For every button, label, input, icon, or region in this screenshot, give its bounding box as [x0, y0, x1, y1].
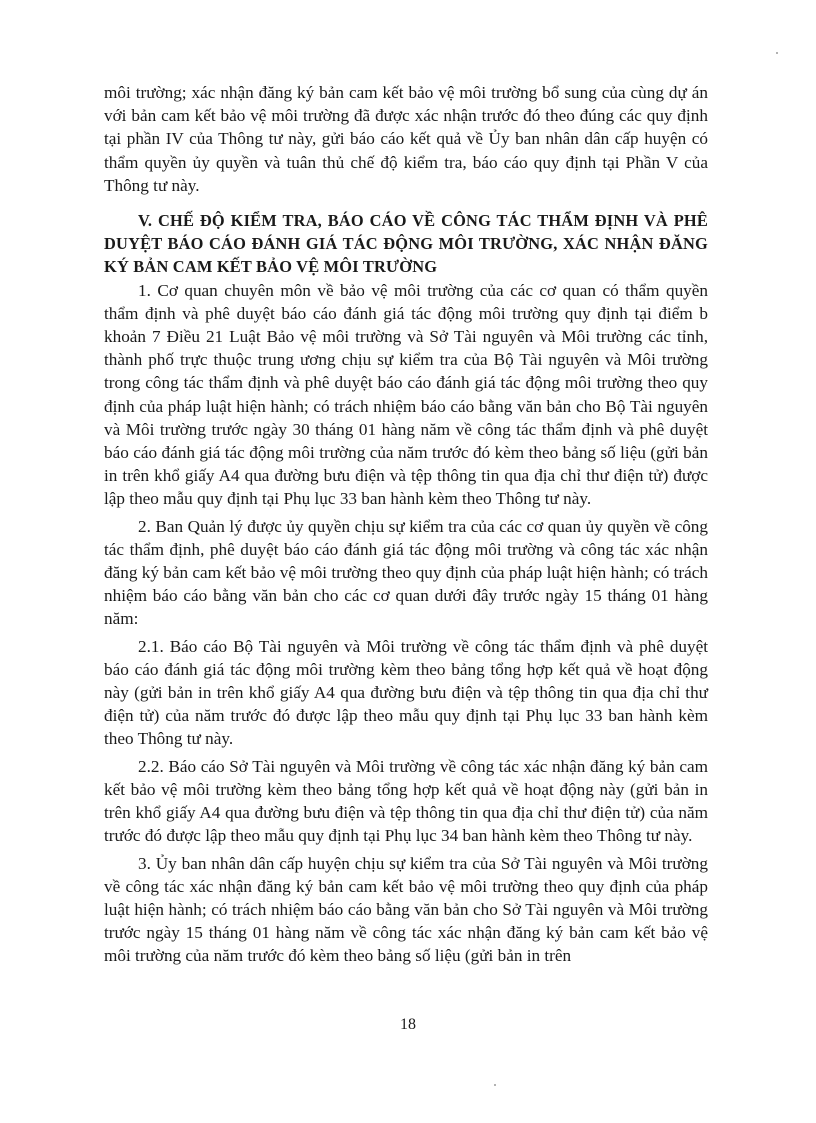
- scan-speck: [494, 1084, 496, 1086]
- paragraph-3: 3. Ủy ban nhân dân cấp huyện chịu sự kiểm tra của Sở Tài nguyên và Môi trường về công tác xác nhận đăng ký bản cam kết bảo vệ môi trường theo quy định của pháp luật hiện hành; có trách nhiệm báo cáo bằng văn bản cho Sở Tài nguyên và Môi trường trước ngày 15 tháng 01 hàng năm về công tác xác nhận đăng ký bản cam kết bảo vệ môi trường của năm trước đó kèm theo bảng số liệu (gửi bản in trên: [104, 853, 708, 966]
- document-body: [104, 81, 708, 968]
- paragraph-2: 2. Ban Quản lý được ủy quyền chịu sự kiểm tra của các cơ quan ủy quyền về công tác thẩm định, phê duyệt báo cáo đánh giá tác động môi trường và công tác xác nhận đăng ký bản cam kết bảo vệ môi trường theo quy định của pháp luật hiện hành; có trách nhiệm báo cáo bằng văn bản cho các cơ quan dưới đây trước ngày 15 tháng 01 hàng năm:: [104, 516, 708, 629]
- paragraph-2-1: 2.1. Báo cáo Bộ Tài nguyên và Môi trường về công tác thẩm định và phê duyệt báo cáo đánh giá tác động môi trường kèm theo bảng tổng hợp kết quả về hoạt động này (gửi bản in trên khổ giấy A4 qua đường bưu điện và tệp thông tin qua địa chỉ thư điện tử) của năm trước đó được lập theo mẫu quy định tại Phụ lục 33 ban hành kèm theo Thông tư này.: [104, 636, 708, 749]
- page-number: 18: [400, 1016, 416, 1033]
- paragraph-1: 1. Cơ quan chuyên môn về bảo vệ môi trường của các cơ quan có thẩm quyền thẩm định và phê duyệt báo cáo đánh giá tác động môi trường quy định tại điểm b khoản 7 Điều 21 Luật Bảo vệ môi trường và Sở Tài nguyên và Môi trường các tỉnh, thành phố trực thuộc trung ương chịu sự kiểm tra của Bộ Tài nguyên và Môi trường trong công tác thẩm định và phê duyệt báo cáo đánh giá tác động môi trường theo quy định của pháp luật hiện hành; có trách nhiệm báo cáo bằng văn bản cho Bộ Tài nguyên và Môi trường trước ngày 30 tháng 01 hàng năm về công tác thẩm định và phê duyệt báo cáo đánh giá tác động môi trường của năm trước đó kèm theo bảng số liệu (gửi bản in trên khổ giấy A4 qua đường bưu điện và tệp thông tin qua địa chỉ thư điện tử) được lập theo mẫu quy định tại Phụ lục 33 ban hành kèm theo Thông tư này.: [104, 280, 708, 509]
- scan-speck: [776, 52, 778, 54]
- continuation-paragraph: môi trường; xác nhận đăng ký bản cam kết bảo vệ môi trường bổ sung của cùng dự án với bản cam kết bảo vệ môi trường đã được xác nhận trước đó theo đúng các quy định tại phần IV của Thông tư này, gửi báo cáo kết quả về Ủy ban nhân dân cấp huyện có thẩm quyền ủy quyền và tuân thủ chế độ kiểm tra, báo cáo quy định tại Phần V của Thông tư này.: [104, 83, 708, 195]
- section-heading: V. CHẾ ĐỘ KIỂM TRA, BÁO CÁO VỀ CÔNG TÁC THẨM ĐỊNH VÀ PHÊ DUYỆT BÁO CÁO ĐÁNH GIÁ TÁC ĐỘNG MÔI TRƯỜNG, XÁC NHẬN ĐĂNG KÝ BẢN CAM KẾT BẢO VỆ MÔI TRƯỜNG: [104, 211, 708, 277]
- paragraph-2-2: 2.2. Báo cáo Sở Tài nguyên và Môi trường về công tác xác nhận đăng ký bản cam kết bảo vệ môi trường kèm theo bảng tổng hợp kết quả về hoạt động này (gửi bản in trên khổ giấy A4 qua đường bưu điện và tệp thông tin qua địa chỉ thư điện tử) của năm trước đó được lập theo mẫu quy định tại Phụ lục 34 ban hành kèm theo Thông tư này.: [104, 756, 708, 846]
